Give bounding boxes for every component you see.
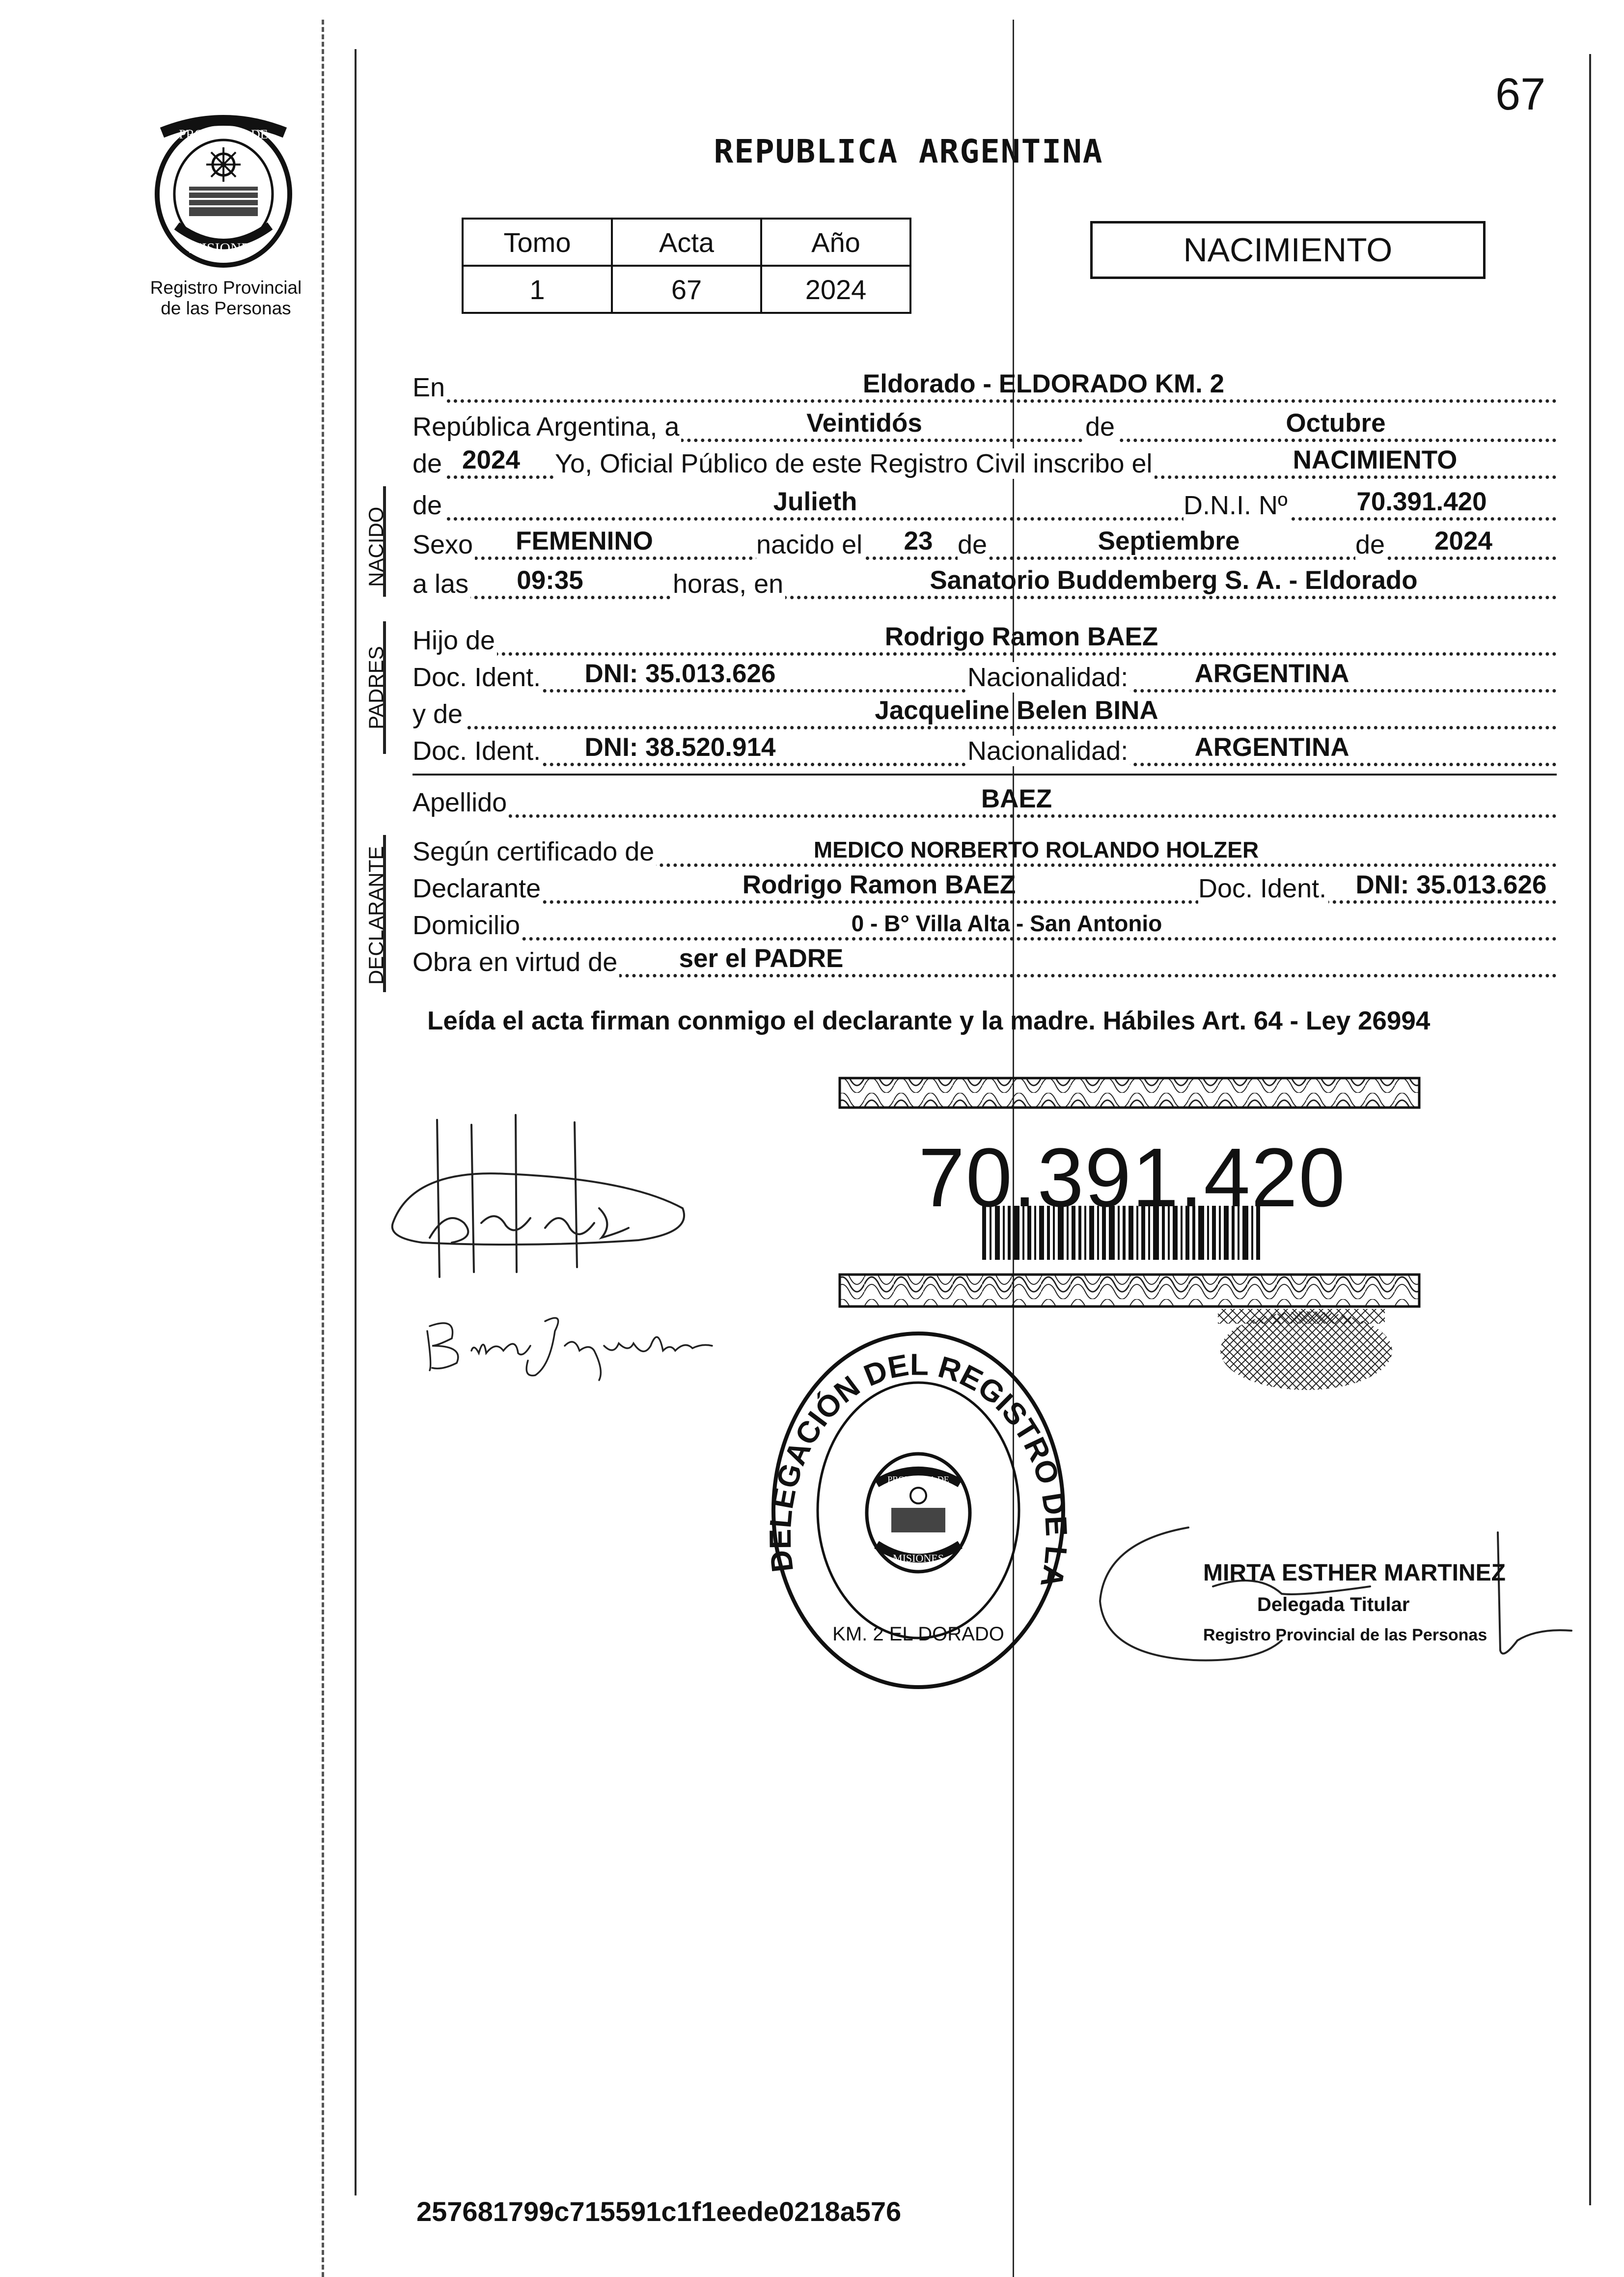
father-nationality-value: ARGENTINA <box>1194 659 1349 688</box>
official-text: Yo, Oficial Público de este Registro Civil inscribo el <box>555 448 1155 479</box>
surname-row <box>413 784 1557 820</box>
place-row <box>413 369 1557 405</box>
registry-value-ano: 2024 <box>761 266 910 313</box>
stamp-bottom-text: KM. 2 EL DORADO <box>832 1623 1004 1645</box>
document-hash: 257681799c715591c1f1eede0218a576 <box>416 2196 902 2227</box>
domicile-label: Domicilio <box>413 910 522 941</box>
declarant-doc-value: DNI: 35.013.626 <box>1355 870 1547 899</box>
day-words-value: Veintidós <box>806 409 922 438</box>
republic-label: República Argentina, a <box>413 412 681 442</box>
mother-doc-row <box>413 733 1557 768</box>
child-name-row <box>413 487 1557 523</box>
by-virtue-value: ser el PADRE <box>679 944 844 973</box>
child-first-name: Julieth <box>773 487 857 516</box>
hijo-label: Hijo de <box>413 625 497 656</box>
act-kind-value: NACIMIENTO <box>1293 445 1458 474</box>
registry-header-tomo: Tomo <box>463 219 612 266</box>
right-frame-line <box>1589 54 1591 2205</box>
father-nationality-label: Nacionalidad: <box>967 662 1130 693</box>
registry-table <box>462 218 911 314</box>
father-doc-label: Doc. Ident. <box>413 662 543 693</box>
security-crosshatch <box>1218 1309 1395 1392</box>
declarant-label: Declarante <box>413 873 543 904</box>
registrar-role: Delegada Titular <box>1257 1594 1410 1615</box>
declarant-doc-label: Doc. Ident. <box>1198 873 1328 904</box>
en-label: En <box>413 372 447 403</box>
crest-caption-line2: de las Personas <box>161 298 291 318</box>
stamp-inner-bottom: MISIONES <box>893 1552 944 1564</box>
at-label: a las <box>413 569 470 599</box>
document-type-box: NACIMIENTO <box>1090 221 1486 279</box>
certificate-value: MEDICO NORBERTO ROLANDO HOLZER <box>813 837 1259 862</box>
nacido-section-label: NACIDO <box>364 506 387 587</box>
sexo-label: Sexo <box>413 529 475 560</box>
date-row <box>413 409 1557 444</box>
sex-value: FEMENINO <box>516 527 653 555</box>
registrar-name: MIRTA ESTHER MARTINEZ <box>1203 1560 1506 1586</box>
registrar-organization: Registro Provincial de las Personas <box>1203 1626 1487 1644</box>
stamp-ring-text: DELEGACIÓN DEL REGISTRO DE LA <box>766 1348 1071 1591</box>
de-label-3: de <box>1355 529 1387 560</box>
de2-label: de <box>413 448 444 479</box>
domicile-value: 0 - B° Villa Alta - San Antonio <box>851 911 1162 936</box>
apellido-label: Apellido <box>413 787 509 818</box>
surname-value: BAEZ <box>981 784 1052 813</box>
declarant-name-value: Rodrigo Ramon BAEZ <box>742 870 1016 899</box>
declarant-row <box>413 870 1557 906</box>
year-value: 2024 <box>462 445 520 474</box>
mother-doc-value: DNI: 38.520.914 <box>584 733 776 762</box>
official-row <box>413 445 1557 481</box>
father-doc-row <box>413 659 1557 694</box>
punch-margin-line <box>322 20 324 2277</box>
mother-nationality-value: ARGENTINA <box>1194 733 1349 762</box>
registry-value-acta: 67 <box>612 266 761 313</box>
registry-header-ano: Año <box>761 219 910 266</box>
crest-caption <box>133 278 319 319</box>
declarante-section-label: DECLARANTE <box>364 846 387 985</box>
crest-caption-line1: Registro Provincial <box>150 278 302 298</box>
mother-signature <box>417 1297 737 1385</box>
father-row <box>413 622 1557 658</box>
stamp-inner-crest <box>867 1454 970 1572</box>
apellido-divider <box>413 774 1557 776</box>
padres-section-label: PADRES <box>364 646 387 729</box>
de-label-2: de <box>958 529 989 560</box>
domicile-row <box>413 911 1557 943</box>
mother-doc-label: Doc. Ident. <box>413 736 543 766</box>
de-label: de <box>1085 412 1117 442</box>
born-label: nacido el <box>756 529 864 560</box>
by-virtue-label: Obra en virtud de <box>413 947 619 977</box>
dni-large-number: 70.391.420 <box>918 1131 1346 1224</box>
birth-time-row <box>413 566 1557 601</box>
certificate-label: Según certificado de <box>413 836 656 867</box>
child-dni-value: 70.391.420 <box>1356 487 1487 516</box>
birth-year-value: 2024 <box>1434 527 1492 555</box>
crest-bottom-text: MISIONES <box>189 240 258 256</box>
left-frame-line <box>355 49 357 2195</box>
page-number: 67 <box>1495 69 1546 119</box>
mother-row <box>413 696 1557 731</box>
registry-header-acta: Acta <box>612 219 761 266</box>
sex-row <box>413 527 1557 562</box>
by-virtue-row <box>413 944 1557 979</box>
declarant-signature <box>383 1110 697 1297</box>
hours-label: horas, en <box>673 569 785 599</box>
month-value: Octubre <box>1286 409 1386 438</box>
birth-place-value: Sanatorio Buddemberg S. A. - Eldorado <box>930 566 1418 595</box>
birth-day-value: 23 <box>904 527 933 555</box>
mother-name-value: Jacqueline Belen BINA <box>875 696 1158 725</box>
crest-top-text: PROVINCIA DE <box>179 127 268 141</box>
father-doc-value: DNI: 35.013.626 <box>584 659 776 688</box>
child-de-label: de <box>413 490 444 521</box>
misiones-crest-logo <box>142 113 319 270</box>
dni-label: D.N.I. Nº <box>1184 490 1290 521</box>
stamp-inner-top: PROVINCIA DE <box>887 1474 949 1484</box>
birth-month-value: Septiembre <box>1098 527 1240 555</box>
closing-statement: Leída el acta firman conmigo el declarante y la madre. Hábiles Art. 64 - Ley 26994 <box>427 1006 1431 1035</box>
place-value: Eldorado - ELDORADO KM. 2 <box>862 369 1225 398</box>
registry-value-tomo: 1 <box>463 266 612 313</box>
mother-nationality-label: Nacionalidad: <box>967 736 1130 766</box>
registry-delegation-stamp <box>766 1326 1071 1694</box>
certificate-row <box>413 837 1557 869</box>
father-name-value: Rodrigo Ramon BAEZ <box>884 622 1158 651</box>
page-title: REPUBLICA ARGENTINA <box>714 133 1103 170</box>
birth-time-value: 09:35 <box>517 566 583 595</box>
y-de-label: y de <box>413 699 465 729</box>
